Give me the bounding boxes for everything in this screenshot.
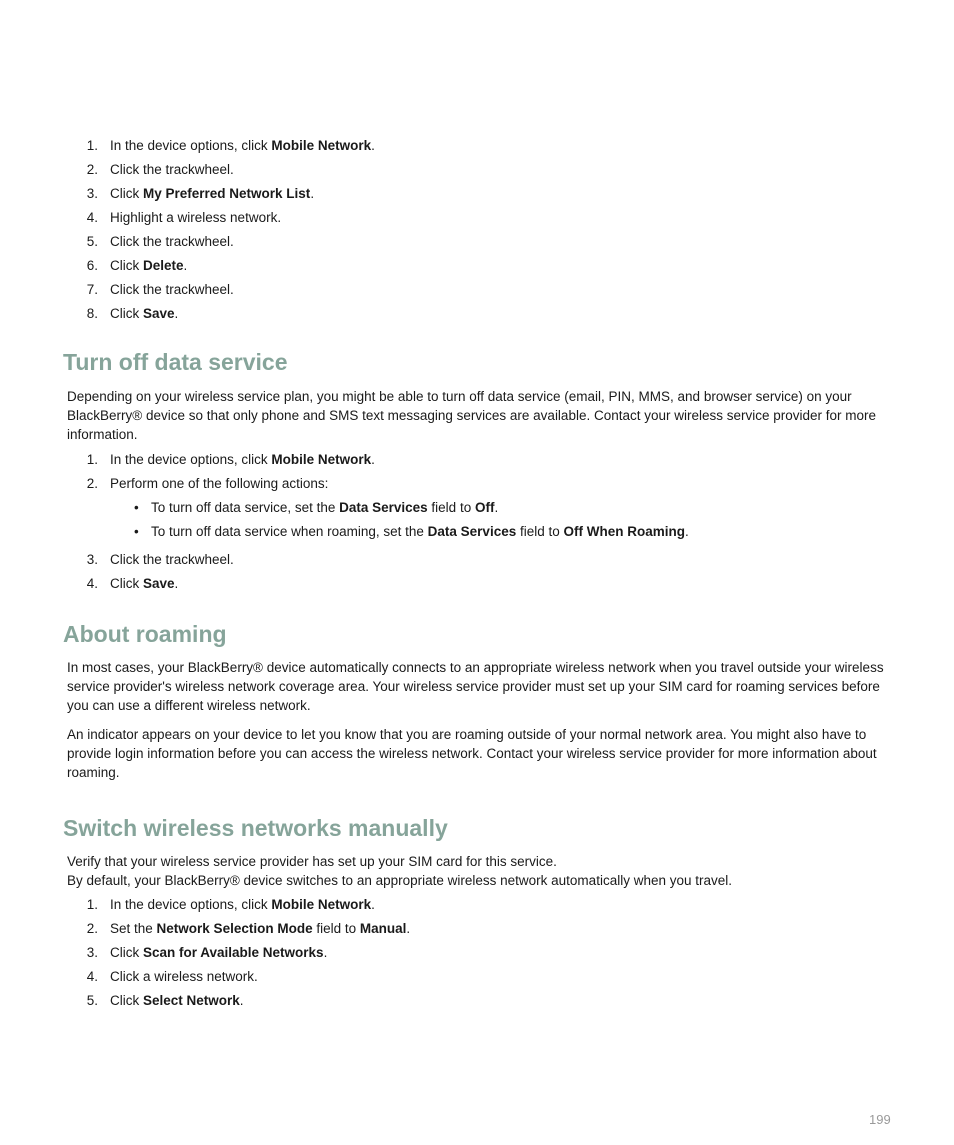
page-number: 199 — [869, 1112, 891, 1127]
list-item: 4. Click Save. — [86, 576, 179, 591]
list-item: 4. Click a wireless network. — [86, 969, 258, 984]
section-heading-switch-networks: Switch wireless networks manually — [63, 815, 448, 841]
section-heading-data-service: Turn off data service — [63, 349, 288, 375]
paragraph: Depending on your wireless service plan, you might be able to turn off data service (email, PIN, MMS, and browser service) on your BlackBerry® device so that only phone and SMS text messaging services are available. Contact your wireless service provider for more information. — [67, 389, 877, 442]
bullet-icon: • — [134, 500, 139, 515]
list-item: 6. Click Delete. — [86, 258, 188, 273]
list-item: 5. Click Select Network. — [86, 993, 244, 1008]
bullet-item: • To turn off data service when roaming, set the Data Services field to Off When Roaming. — [134, 524, 689, 539]
list-item: 3. Click Scan for Available Networks. — [86, 945, 328, 960]
step-list — [0, 550, 954, 598]
list-item: 2. Click the trackwheel. — [86, 162, 234, 177]
list-item: 1. In the device options, click Mobile Network. — [86, 138, 375, 153]
list-item: 3. Click the trackwheel. — [86, 552, 234, 567]
paragraph: By default, your BlackBerry® device switches to an appropriate wireless network automatically when you travel. — [67, 873, 733, 888]
bullet-item: • To turn off data service, set the Data Services field to Off. — [134, 500, 499, 515]
paragraph: In most cases, your BlackBerry® device automatically connects to an appropriate wireless network when you travel outside your wireless service provider's wireless network coverage area. Your wireless service provider must set up your SIM card for roaming services before you can use a different wireless network. — [67, 660, 884, 713]
step-list — [0, 895, 954, 1015]
list-item: 2. Set the Network Selection Mode field to Manual. — [86, 921, 411, 936]
list-item: 5. Click the trackwheel. — [86, 234, 234, 249]
step-list — [0, 136, 954, 328]
step-list — [0, 450, 954, 546]
list-item: 2. Perform one of the following actions: — [86, 476, 329, 491]
list-item: 7. Click the trackwheel. — [86, 282, 234, 297]
section-heading-roaming: About roaming — [63, 621, 227, 647]
bullet-icon: • — [134, 524, 139, 539]
list-item: 4. Highlight a wireless network. — [86, 210, 282, 225]
paragraph: Verify that your wireless service provider has set up your SIM card for this service. — [67, 854, 557, 869]
list-item: 8. Click Save. — [86, 306, 179, 321]
list-item: 3. Click My Preferred Network List. — [86, 186, 315, 201]
paragraph: An indicator appears on your device to let you know that you are roaming outside of your normal network area. You might also have to provide login information before you can access the wireless network. Contact your wireless service provider for more information about roaming. — [67, 727, 877, 780]
list-item: 1. In the device options, click Mobile Network. — [86, 897, 375, 912]
list-item: 1. In the device options, click Mobile Network. — [86, 452, 375, 467]
